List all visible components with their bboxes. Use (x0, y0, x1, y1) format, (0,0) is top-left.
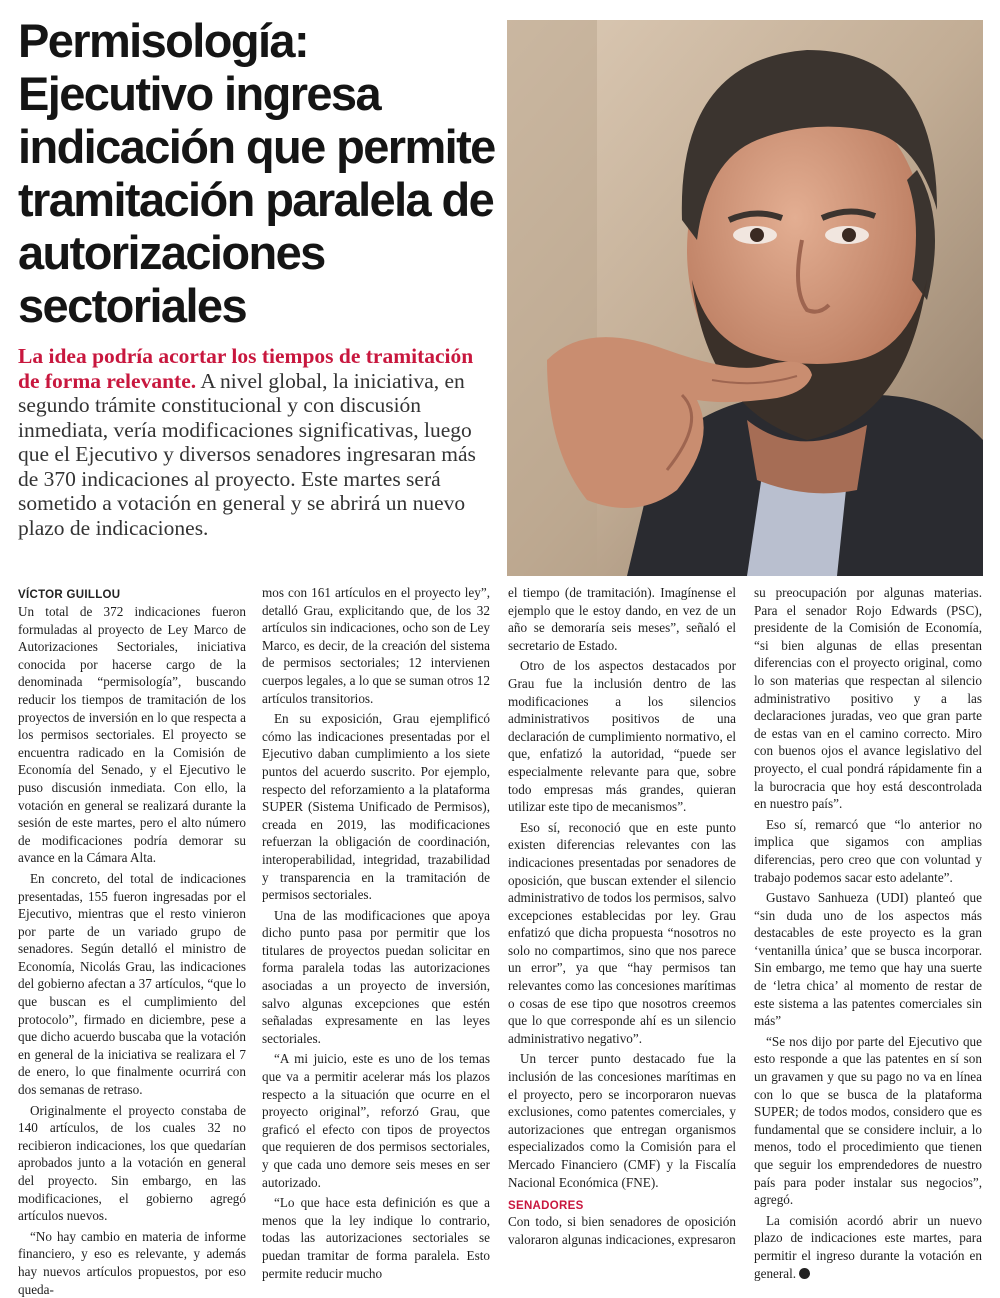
paragraph: Eso sí, reconoció que en este punto existen diferencias relevantes con las indicaciones presentadas por senadores de oposición, que buscan extender el silencio administrativo de todos los permisos, salvo excepciones establecidas por ley. Grau enfatizó que dicha propuesta “nosotros no solo no compartimos, sino que nos parece un error”, ya que “hay permisos tan relevantes como las concesiones marítimas o cosas de ese tipo que nosotros creemos que lo que corresponde ahí es un silencio administrativo negativo”. (508, 819, 736, 1046)
paragraph: “Lo que hace esta definición es que a menos que la ley indique lo contrario, todas las autorizaciones sectoriales se puedan tramitar de forma paralela. Esto permite reducir mucho (262, 1195, 490, 1281)
paragraph: Un tercer punto destacado fue la inclusión de las concesiones marítimas en el proyecto, pero se incorporaron nuevas exclusiones, como patentes comerciales, y autorizaciones que entregan organismos especializados como la Comisión para el Mercado Financiero (CMF) y la Fiscalía Nacional Económica (FNE). (508, 1051, 736, 1190)
paragraph: En concreto, del total de indicaciones presentadas, 155 fueron ingresadas por el Ejecutivo, mientras que el resto vinieron por parte de un variado grupo de senadores. Según detalló el ministro de Economía, Nicolás Grau, las indicaciones del gobierno afectan a 37 artículos, “que lo que buscan es el cumplimiento del protocolo”, firmado en diciembre, pese a que dicho acuerdo buscaba que la votación en general de la iniciativa se realizara el 7 de enero, lo que finalmente ocurrirá con dos semanas de retraso. (18, 870, 246, 1098)
end-mark-icon (799, 1268, 810, 1279)
paragraph: Un total de 372 indicaciones fueron formuladas al proyecto de Ley Marco de Autorizaciones Sectoriales, iniciativa conocida por hacerse cargo de la denominada “permisología”, buscando reducir los tiempos de tramitación de los proyectos de inversión en lo que respecta a los permisos sectoriales. El proyecto se encuentra radicado en la Comisión de Economía del Senado, y el Ejecutivo le puso discusión inmediata. Con ello, la votación en general se realizará durante la sesión de este martes, pero el alto número de modificaciones podría demorar su avance en la Cámara Alta. (18, 604, 246, 866)
headline-line: indicación que permite (18, 120, 495, 173)
paragraph: Gustavo Sanhueza (UDI) planteó que “sin duda uno de los aspectos más destacables de este proyecto es la gran ‘ventanilla única’ que se busca incorporar. Sin embargo, me temo que hay una suerte de ‘letra chica’ al momento de restar de este sistema a las patentes comerciales sin más” (754, 890, 982, 1029)
paragraph: el tiempo (de tramitación). Imagínense el ejemplo que le estoy dando, en vez de un año se demoraría seis meses”, señaló el secretario de Estado. (508, 585, 736, 653)
article-column-4 (754, 584, 982, 1281)
paragraph: “A mi juicio, este es uno de los temas que va a permitir acelerar más los plazos respecto a la situación que ocurre en el proyecto original”, reforzó Grau, que graficó el efecto con tipos de proyectos que requieren de dos permisos sectoriales, y que cada uno demore seis meses en ser autorizado. (262, 1051, 490, 1190)
deck-body: A nivel global, la iniciativa, en segundo trámite constitucional y con discusión inmediata, vería modificaciones significativas, luego que el Ejecutivo y diversos senadores ingresaran más de 370 indicaciones al proyecto. Este martes será sometido a votación en general y se abrirá un nuevo plazo de indicaciones. (18, 368, 476, 540)
portrait-illustration (507, 20, 983, 576)
byline: VÍCTOR GUILLOU (18, 589, 121, 601)
paragraph: Con todo, si bien senadores de oposición valoraron algunas indicaciones, expresaron (508, 1214, 736, 1247)
portrait-photo (507, 20, 983, 576)
paragraph-text: La comisión acordó abrir un nuevo plazo de indicaciones este martes, para permitir el ingreso durante la votación en general. (754, 1212, 982, 1281)
deck-lead: La idea podría acortar los tiempos de tramitación de forma relevante. (18, 344, 474, 393)
article-column-2 (262, 584, 490, 1281)
article-column-1 (18, 603, 246, 1297)
paragraph: “No hay cambio en materia de informe financiero, y eso es relevante, y además hay nuevos artículos propuestos, por eso queda- (18, 1228, 246, 1297)
paragraph: mos con 161 artículos en el proyecto ley”, detalló Grau, explicitando que, de los 32 artículos sin indicaciones, ocho son de Ley Marco, es decir, de la creación del sistema de permisos sectoriales; 12 intervienen cuerpos legales, a lo que se suman otros 12 artículos transitorios. (262, 585, 490, 706)
paragraph: Originalmente el proyecto constaba de 140 artículos, de los cuales 32 no recibieron indicaciones, los que quedarían aprobados junto a la votación en general del proyecto. Sin embargo, en las modificaciones, el gobierno agregó artículos nuevos. (18, 1102, 246, 1224)
paragraph: Eso sí, remarcó que “lo anterior no implica que sigamos con amplias diferencias, pero creo que con voluntad y trabajo podemos sacar esto adelante”. (754, 816, 982, 885)
headline-line: tramitación paralela de (18, 173, 494, 226)
section-subhead: SENADORES (508, 1200, 584, 1213)
paragraph: su preocupación por algunas materias. Para el senador Rojo Edwards (PSC), presidente de la Comisión de Economía, “si bien algunas de ellas presentan diferencias con el proyecto original, como lo son materias que respectan al silencio administrativo positivo y a las declaraciones juradas, veo que gran parte de estas van en el camino correcto. Miro con buenos ojos el avance legislativo del proyecto, el cual pondrá rápidamente fin a la burocracia que hoy está descontrolada en nuestro país”. (754, 585, 982, 812)
paragraph: Una de las modificaciones que apoya dicho punto pasa por permitir que los titulares de proyectos puedan solicitar en forma paralela todas las autorizaciones asociadas a un proyecto de inversión, salvo algunas excepciones que estén señaladas expresamente en las leyes sectoriales. (262, 907, 490, 1046)
article-column-3 (508, 584, 736, 1247)
paragraph: En su exposición, Grau ejemplificó cómo las indicaciones presentadas por el Ejecutivo daban cumplimiento a los siete puntos del acuerdo suscrito. Por ejemplo, respecto del reforzamiento a la plataforma SUPER (Sistema Unificado de Permisos), creada en 2019, las modificaciones refuerzan la obligación de coordinación, interoperabilidad, integridad, trazabilidad y transparencia en la tramitación de permisos sectoriales. (262, 711, 490, 903)
headline-line: Permisología: (18, 14, 309, 67)
paragraph: “Se nos dijo por parte del Ejecutivo que esto responde a que las patentes en sí son un gravamen y que su pago no va en línea con lo que se busca de la plataforma SUPER; de todos modos, considero que es fundamental que se considere incluir, a lo menos, todo el procedimiento que tienen que seguir los emprendedores de nuestro país para poder instalar sus negocios”, agregó. (754, 1033, 982, 1208)
deck-summary (18, 344, 496, 540)
paragraph-final (754, 1212, 982, 1282)
headline-line: sectoriales (18, 279, 247, 332)
headline (18, 14, 518, 332)
headline-line: autorizaciones (18, 226, 325, 279)
headline-line: Ejecutivo ingresa (18, 67, 380, 120)
paragraph: Otro de los aspectos destacados por Grau fue la inclusión dentro de las modificaciones a los silencios administrativos positivos de una declaración de cumplimiento normativo, el que, enfatizó la autoridad, “puede ser especialmente relevante para que, sobre todo empresas más grandes, quieran utilizar este tipo de mecanismos”. (508, 658, 736, 815)
